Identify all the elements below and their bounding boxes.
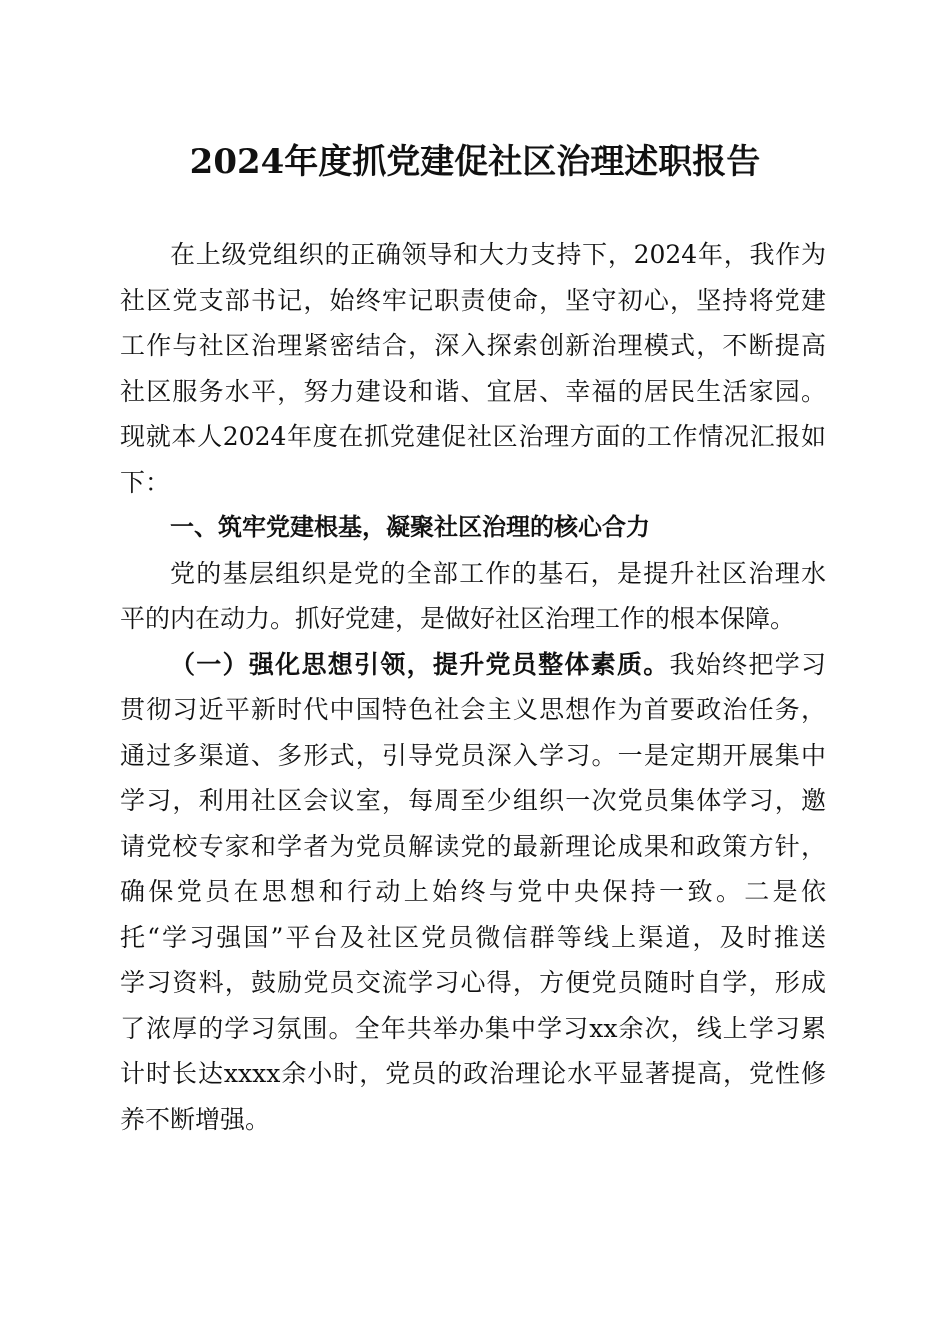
intro-line-5: 现就本人2024年度在抓党建促社区治理方面的工作情况汇报如	[120, 422, 826, 451]
subsection-line-4: 请党校专家和学者为党员解读党的最新理论成果和政策方针，	[120, 831, 826, 861]
subsection-line-10: 养不断增强。	[120, 1104, 271, 1134]
subsection-line-2: 通过多渠道、多形式，引导党员深入学习。一是定期开展集中	[120, 740, 826, 770]
intro-line-6: 下：	[120, 467, 171, 497]
subsection-first-line-rest: 我始终把学习	[669, 649, 826, 679]
document-title: 2024年度抓党建促社区治理述职报告	[189, 142, 761, 182]
subsection-line-8: 了浓厚的学习氛围。全年共举办集中学习xx余次，线上学习累	[120, 1013, 826, 1043]
subsection-line-7: 学习资料，鼓励党员交流学习心得，方便党员随时自学，形成	[120, 968, 826, 997]
subsection-heading: （一）强化思想引领，提升党员整体素质。	[170, 649, 670, 679]
subsection-line-9: 计时长达xxxx余小时，党员的政治理论水平显著提高，党性修	[120, 1059, 826, 1088]
subsection-line-5: 确保党员在思想和行动上始终与党中央保持一致。二是依	[120, 877, 826, 906]
intro-line-4: 社区服务水平，努力建设和谐、宜居、幸福的居民生活家园。	[120, 376, 826, 406]
section-line-2: 平的内在动力。抓好党建，是做好社区治理工作的根本保障。	[120, 604, 796, 633]
subsection-first-line	[120, 642, 826, 688]
section-heading: 一、筑牢党建根基，凝聚社区治理的核心合力	[170, 513, 650, 541]
section-line-1: 党的基层组织是党的全部工作的基石，是提升社区治理水	[170, 558, 826, 588]
intro-line-3: 工作与社区治理紧密结合，深入探索创新治理模式，不断提高	[120, 331, 826, 360]
intro-line-2: 社区党支部书记，始终牢记职责使命，坚守初心，坚持将党建	[120, 285, 826, 315]
intro-line-1: 在上级党组织的正确领导和大力支持下，2024年，我作为	[170, 240, 826, 269]
subsection-line-1: 贯彻习近平新时代中国特色社会主义思想作为首要政治任务，	[120, 695, 826, 724]
subsection-line-6: 托“学习强国”平台及社区党员微信群等线上渠道，及时推送	[120, 922, 826, 952]
document-body	[120, 232, 826, 1142]
subsection-line-3: 学习，利用社区会议室，每周至少组织一次党员集体学习，邀	[120, 786, 826, 815]
